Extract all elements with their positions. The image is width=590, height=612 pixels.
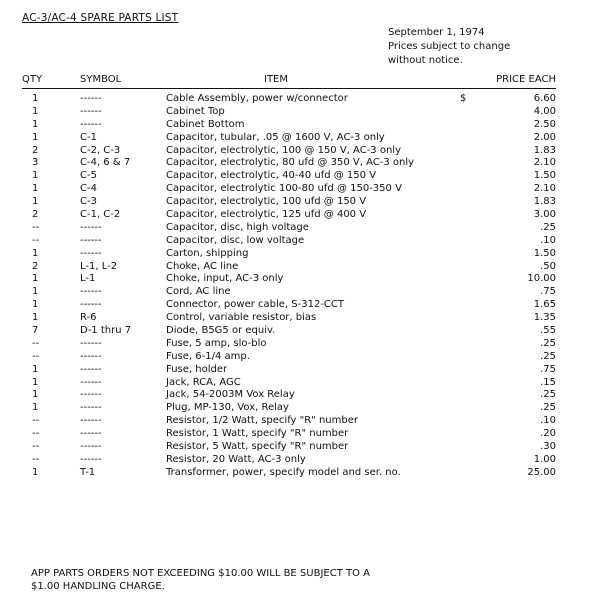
cell-symbol: ------ (80, 389, 102, 401)
cell-qty: -- (32, 441, 40, 453)
table-row (22, 415, 556, 428)
cell-symbol: ------ (80, 337, 102, 349)
table-row (22, 273, 556, 286)
cell-item: Resistor, 1 Watt, specify "R" number (166, 428, 349, 440)
cell-price: .30 (540, 441, 556, 453)
cell-qty: 1 (32, 299, 39, 311)
cell-symbol: ------ (80, 350, 102, 362)
cell-item: Capacitor, electrolytic, 100 ufd @ 150 V (166, 196, 367, 208)
cell-price: .15 (540, 376, 556, 388)
cell-item: Capacitor, electrolytic, 40-40 ufd @ 150 V (166, 170, 377, 182)
cell-price: 1.35 (533, 312, 556, 324)
cell-qty: -- (32, 337, 40, 349)
cell-qty: 2 (32, 209, 39, 221)
price-notice (388, 26, 510, 68)
cell-qty: 1 (32, 376, 39, 388)
table-row (22, 299, 556, 312)
cell-symbol: ------ (80, 286, 102, 298)
table-row (22, 157, 556, 170)
cell-item: Fuse, 6-1/4 amp. (166, 350, 250, 362)
cell-price: 4.00 (533, 105, 556, 117)
cell-item: Jack, RCA, AGC (166, 376, 241, 388)
cell-symbol: D-1 thru 7 (80, 325, 132, 337)
cell-qty: -- (32, 234, 40, 246)
cell-item: Capacitor, electrolytic 100-80 ufd @ 150-350 V (166, 183, 402, 195)
notice-line-2: Prices subject to change (388, 41, 511, 52)
cell-symbol: C-2, C-3 (80, 144, 121, 156)
cell-symbol: C-5 (80, 170, 97, 182)
cell-qty: 2 (32, 144, 39, 156)
table-row (22, 235, 556, 248)
cell-price: .50 (540, 260, 556, 272)
table-row (22, 351, 556, 364)
table-row (22, 106, 556, 119)
table-row (22, 170, 556, 183)
cell-symbol: ------ (80, 105, 102, 117)
cell-symbol: ------ (80, 299, 102, 311)
cell-symbol: ------ (80, 247, 102, 259)
table-row (22, 364, 556, 377)
table-header (22, 74, 556, 89)
header-item: ITEM (264, 74, 289, 85)
cell-qty: 1 (32, 247, 39, 259)
cell-price: 3.00 (533, 209, 556, 221)
cell-item: Cable Assembly, power w/connector (166, 93, 348, 104)
table-row (22, 325, 556, 338)
page-title: AC-3/AC-4 SPARE PARTS LIST (22, 12, 179, 24)
cell-symbol: C-4 (80, 183, 97, 195)
parts-table-body (22, 93, 556, 480)
cell-symbol: ------ (80, 402, 102, 414)
cell-price: .25 (540, 389, 556, 401)
cell-item: Fuse, 5 amp, slo-blo (166, 337, 267, 349)
table-row (22, 145, 556, 158)
cell-item: Jack, 54-2003M Vox Relay (166, 389, 295, 401)
cell-price: .25 (540, 221, 556, 233)
cell-qty: 1 (32, 105, 39, 117)
cell-symbol: L-1, L-2 (80, 260, 118, 272)
cell-price: 10.00 (527, 273, 556, 285)
cell-symbol: ------ (80, 234, 102, 246)
cell-item: Control, variable resistor, bias (166, 312, 317, 324)
cell-item: Choke, input, AC-3 only (166, 273, 284, 285)
cell-price: 2.10 (533, 157, 556, 169)
footer-line-1: APP PARTS ORDERS NOT EXCEEDING $10.00 WILL BE SUBJECT TO A (31, 568, 370, 579)
cell-price: 1.00 (533, 453, 556, 465)
cell-item: Fuse, holder (166, 363, 228, 375)
cell-qty: -- (32, 221, 40, 233)
cell-item: Choke, AC line (166, 260, 239, 272)
cell-price: .10 (540, 415, 556, 427)
cell-price: .55 (540, 325, 556, 337)
cell-qty: 3 (32, 157, 39, 169)
cell-symbol: ------ (80, 376, 102, 388)
notice-line-3: without notice. (388, 55, 463, 66)
cell-qty: 1 (32, 273, 39, 285)
table-row (22, 183, 556, 196)
cell-qty: 2 (32, 260, 39, 272)
cell-qty: 1 (32, 402, 39, 414)
cell-item: Plug, MP-130, Vox, Relay (166, 402, 289, 414)
cell-price: 1.50 (533, 170, 556, 182)
cell-price: .25 (540, 337, 556, 349)
table-row (22, 248, 556, 261)
cell-item: Cabinet Bottom (166, 118, 245, 130)
cell-price: .25 (540, 350, 556, 362)
cell-qty: 1 (32, 312, 39, 324)
cell-qty: 1 (32, 466, 39, 478)
cell-qty: -- (32, 453, 40, 465)
footer-line-2: $1.00 HANDLING CHARGE. (31, 581, 165, 592)
table-row (22, 222, 556, 235)
cell-item: Carton, shipping (166, 247, 249, 259)
table-row (22, 454, 556, 467)
cell-price: 2.50 (533, 118, 556, 130)
cell-symbol: C-3 (80, 196, 97, 208)
cell-item: Capacitor, disc, low voltage (166, 234, 305, 246)
cell-qty: 7 (32, 325, 39, 337)
cell-symbol: C-1 (80, 131, 97, 143)
cell-qty: 1 (32, 131, 39, 143)
cell-qty: -- (32, 415, 40, 427)
cell-price: 2.10 (533, 183, 556, 195)
cell-price: .25 (540, 402, 556, 414)
table-row (22, 93, 556, 106)
cell-symbol: ------ (80, 415, 102, 427)
cell-price: 1.65 (533, 299, 556, 311)
handling-charge-note (31, 567, 370, 593)
cell-price: 6.60 (533, 93, 556, 104)
header-qty: QTY (22, 74, 43, 85)
cell-qty: 1 (32, 93, 39, 104)
notice-date: September 1, 1974 (388, 27, 485, 38)
cell-price: .20 (540, 428, 556, 440)
cell-price: .10 (540, 234, 556, 246)
table-row (22, 286, 556, 299)
table-row (22, 441, 556, 454)
table-row (22, 338, 556, 351)
cell-item: Resistor, 1/2 Watt, specify "R" number (166, 415, 358, 427)
table-row (22, 119, 556, 132)
table-row (22, 312, 556, 325)
cell-item: Capacitor, electrolytic, 125 ufd @ 400 V (166, 209, 367, 221)
cell-symbol: ------ (80, 118, 102, 130)
header-symbol: SYMBOL (80, 74, 122, 85)
cell-price: 25.00 (527, 466, 556, 478)
table-row (22, 209, 556, 222)
table-row (22, 389, 556, 402)
cell-price: .75 (540, 363, 556, 375)
cell-item: Connector, power cable, S-312-CCT (166, 299, 345, 311)
table-row (22, 261, 556, 274)
cell-symbol: ------ (80, 363, 102, 375)
cell-qty: 1 (32, 183, 39, 195)
cell-symbol: ------ (80, 93, 102, 104)
cell-qty: -- (32, 350, 40, 362)
cell-item: Cord, AC line (166, 286, 231, 298)
cell-item: Diode, B5G5 or equiv. (166, 325, 276, 337)
cell-price: .75 (540, 286, 556, 298)
cell-qty: 1 (32, 363, 39, 375)
cell-symbol: L-1 (80, 273, 96, 285)
cell-item: Transformer, power, specify model and ser. no. (166, 466, 401, 478)
cell-qty: 1 (32, 389, 39, 401)
cell-qty: 1 (32, 196, 39, 208)
cell-symbol: C-4, 6 & 7 (80, 157, 131, 169)
table-row (22, 428, 556, 441)
cell-qty: 1 (32, 286, 39, 298)
cell-item: Resistor, 5 Watt, specify "R" number (166, 441, 349, 453)
cell-qty: -- (32, 428, 40, 440)
cell-symbol: ------ (80, 453, 102, 465)
cell-item: Cabinet Top (166, 105, 225, 117)
cell-symbol: ------ (80, 441, 102, 453)
table-row (22, 402, 556, 415)
cell-qty: 1 (32, 118, 39, 130)
cell-qty: 1 (32, 170, 39, 182)
table-row (22, 196, 556, 209)
cell-price: 1.83 (533, 196, 556, 208)
table-row (22, 467, 556, 480)
cell-currency-symbol: $ (460, 93, 467, 104)
cell-item: Resistor, 20 Watt, AC-3 only (166, 453, 306, 465)
cell-symbol: ------ (80, 428, 102, 440)
cell-price: 2.00 (533, 131, 556, 143)
cell-symbol: T-1 (80, 466, 96, 478)
cell-item: Capacitor, electrolytic, 100 @ 150 V, AC-3 only (166, 144, 401, 156)
cell-symbol: ------ (80, 221, 102, 233)
table-row (22, 377, 556, 390)
cell-symbol: C-1, C-2 (80, 209, 121, 221)
header-price-each: PRICE EACH (496, 74, 556, 85)
cell-price: 1.83 (533, 144, 556, 156)
cell-symbol: R-6 (80, 312, 97, 324)
cell-item: Capacitor, electrolytic, 80 ufd @ 350 V, AC-3 only (166, 157, 415, 169)
cell-price: 1.50 (533, 247, 556, 259)
cell-item: Capacitor, tubular, .05 @ 1600 V, AC-3 only (166, 131, 385, 143)
cell-item: Capacitor, disc, high voltage (166, 221, 309, 233)
table-row (22, 132, 556, 145)
